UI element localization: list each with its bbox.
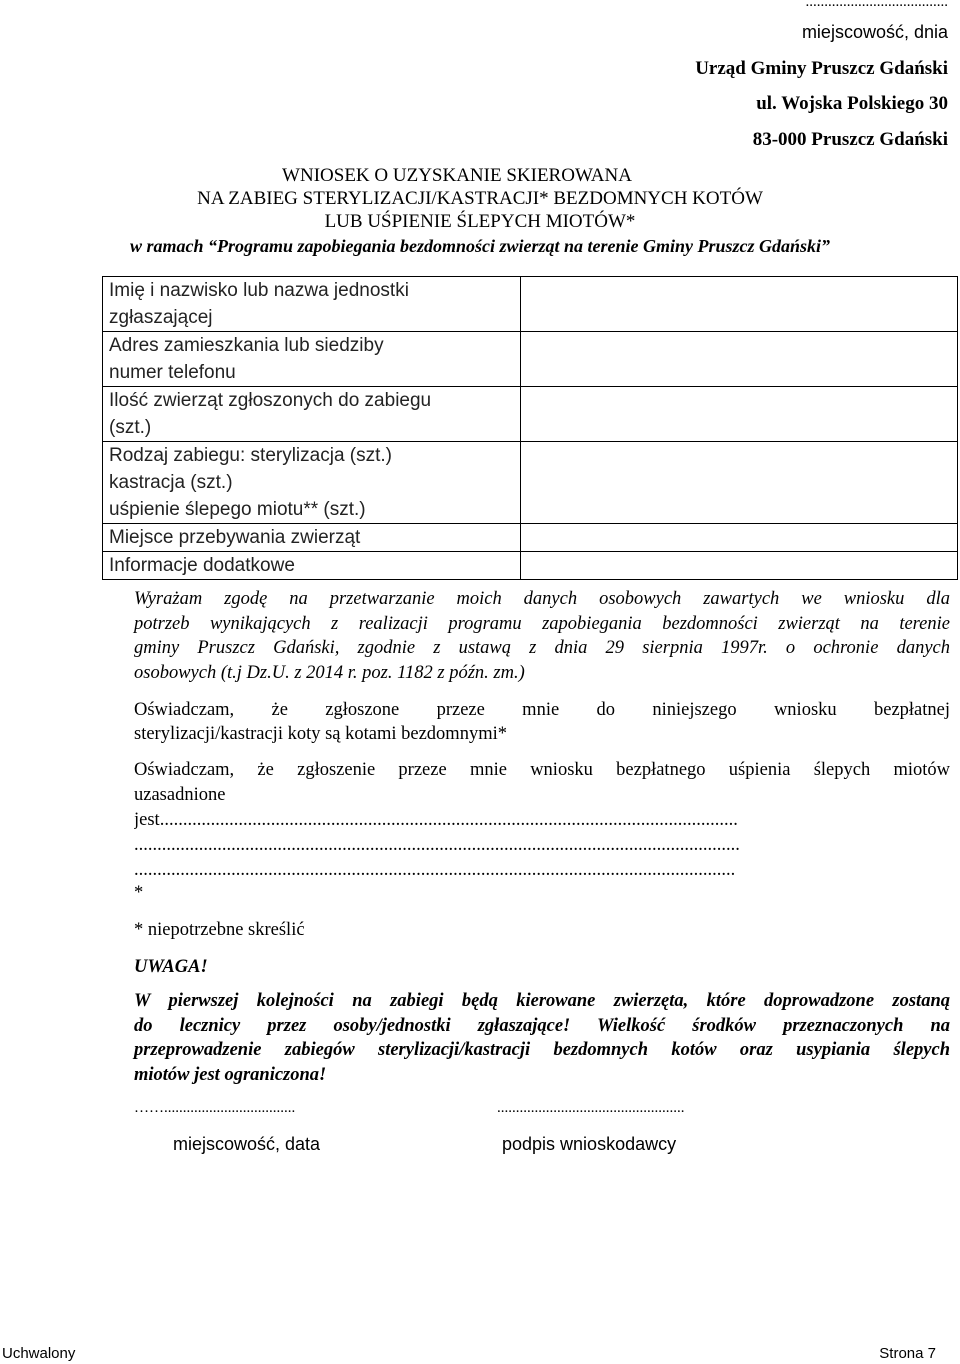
form-label-line: Imię i nazwisko lub nazwa jednostki (109, 280, 409, 301)
warning-line-4: miotów jest ograniczona! (134, 1065, 327, 1085)
form-label-line: Informacje dodatkowe (109, 555, 295, 576)
declaration2-line-2: uzasadnione (134, 785, 226, 805)
consent-line-3: gminy Pruszcz Gdański, zgodnie z ustawą z dnia 29 sierpnia 1997r. o ochronie danych (134, 638, 950, 658)
footnote: * niepotrzebne skreślić (134, 920, 305, 940)
declaration2-line-6: * (134, 883, 144, 903)
warning-label: UWAGA! (134, 957, 208, 977)
footer-page-number: Strona 7 (879, 1345, 936, 1362)
form-row-label (103, 332, 521, 387)
form-label-line: Adres zamieszkania lub siedziby (109, 335, 384, 356)
form-row-label (103, 387, 521, 442)
form-row (103, 387, 958, 442)
application-form-table (102, 276, 958, 580)
form-label-line: uśpienie ślepego miotu** (szt.) (109, 499, 366, 520)
declaration2-line-3: jest............................................................................................................................. (134, 810, 738, 830)
form-label-line: kastracja (szt.) (109, 472, 233, 493)
warning-line-2: do lecznicy przez osoby/jednostki zgłaszające! Wielkość środków przeznaczonych na (134, 1016, 950, 1036)
title-line-3: LUB UŚPIENIE ŚLEPYCH MIOTÓW* (324, 211, 636, 232)
title-line-1: WNIOSEK O UZYSKANIE SKIEROWANA (282, 165, 632, 186)
form-label-line: Ilość zwierząt zgłoszonych do zabiegu (109, 390, 432, 411)
place-date-label: miejscowość, dnia (801, 22, 948, 42)
signature-applicant-label: podpis wnioskodawcy (502, 1134, 677, 1154)
form-row-label (103, 277, 521, 332)
warning-line-3: przeprowadzenie zabiegów sterylizacji/kastracji bezdomnych kotów oraz usypiania ślepych (134, 1040, 950, 1060)
signature-place-date-label: miejscowość, data (173, 1134, 321, 1154)
declaration1-line-1: Oświadczam, że zgłoszone przeze mnie do niniejszego wniosku bezpłatnej (134, 700, 950, 720)
consent-line-1: Wyrażam zgodę na przetwarzanie moich danych osobowych zawartych we wniosku dla (134, 589, 950, 609)
form-row (103, 332, 958, 387)
form-row-value-field[interactable] (520, 332, 957, 387)
form-label-line: numer telefonu (109, 362, 236, 383)
form-row-value-field[interactable] (520, 387, 957, 442)
form-row (103, 277, 958, 332)
office-city: 83-000 Pruszcz Gdański (752, 129, 948, 150)
declaration2-line-5: .................................................................................................................................. (134, 860, 736, 880)
warning-line-1: W pierwszej kolejności na zabiegi będą kierowane zwierzęta, które doprowadzone zostaną (134, 991, 950, 1011)
form-row-value-field[interactable] (520, 442, 957, 524)
form-row-value-field[interactable] (520, 277, 957, 332)
declaration2-line-4: ................................................................................................................................... (134, 835, 740, 855)
form-row (103, 442, 958, 524)
signature-place-date-dots: ……................................... (134, 1100, 296, 1116)
form-row-value-field[interactable] (520, 524, 957, 552)
office-name: Urząd Gminy Pruszcz Gdański (695, 58, 948, 79)
signature-applicant-dots: .................................................. (497, 1100, 685, 1116)
declaration2-line-1: Oświadczam, że zgłoszenie przeze mnie wniosku bezpłatnego uśpienia ślepych miotów (134, 760, 950, 780)
form-row-label (103, 524, 521, 552)
title-line-2: NA ZABIEG STERYLIZACJI/KASTRACJI* BEZDOMNYCH KOTÓW (197, 188, 763, 209)
consent-line-4: osobowych (t.j Dz.U. z 2014 r. poz. 1182 z późn. zm.) (134, 663, 525, 683)
form-row-label (103, 552, 521, 580)
form-row-value-field[interactable] (520, 552, 957, 580)
declaration1-line-2: sterylizacji/kastracji koty są kotami bezdomnymi* (134, 724, 507, 744)
form-label-line: Rodzaj zabiegu: sterylizacja (szt.) (109, 445, 392, 466)
place-date-dots: ...................................... (805, 0, 948, 10)
consent-line-2: potrzeb wynikających z realizacji programu zapobiegania bezdomności zwierząt na terenie (134, 614, 950, 634)
title-subtitle: w ramach “Programu zapobiegania bezdomności zwierząt na terenie Gminy Pruszcz Gdański” (129, 236, 831, 256)
form-row (103, 552, 958, 580)
form-row (103, 524, 958, 552)
form-label-line: (szt.) (109, 417, 152, 438)
form-label-line: zgłaszającej (109, 307, 213, 328)
form-row-label (103, 442, 521, 524)
form-label-line: Miejsce przebywania zwierząt (109, 527, 361, 548)
footer-status: Uchwalony (2, 1345, 76, 1362)
office-street: ul. Wojska Polskiego 30 (756, 93, 948, 114)
